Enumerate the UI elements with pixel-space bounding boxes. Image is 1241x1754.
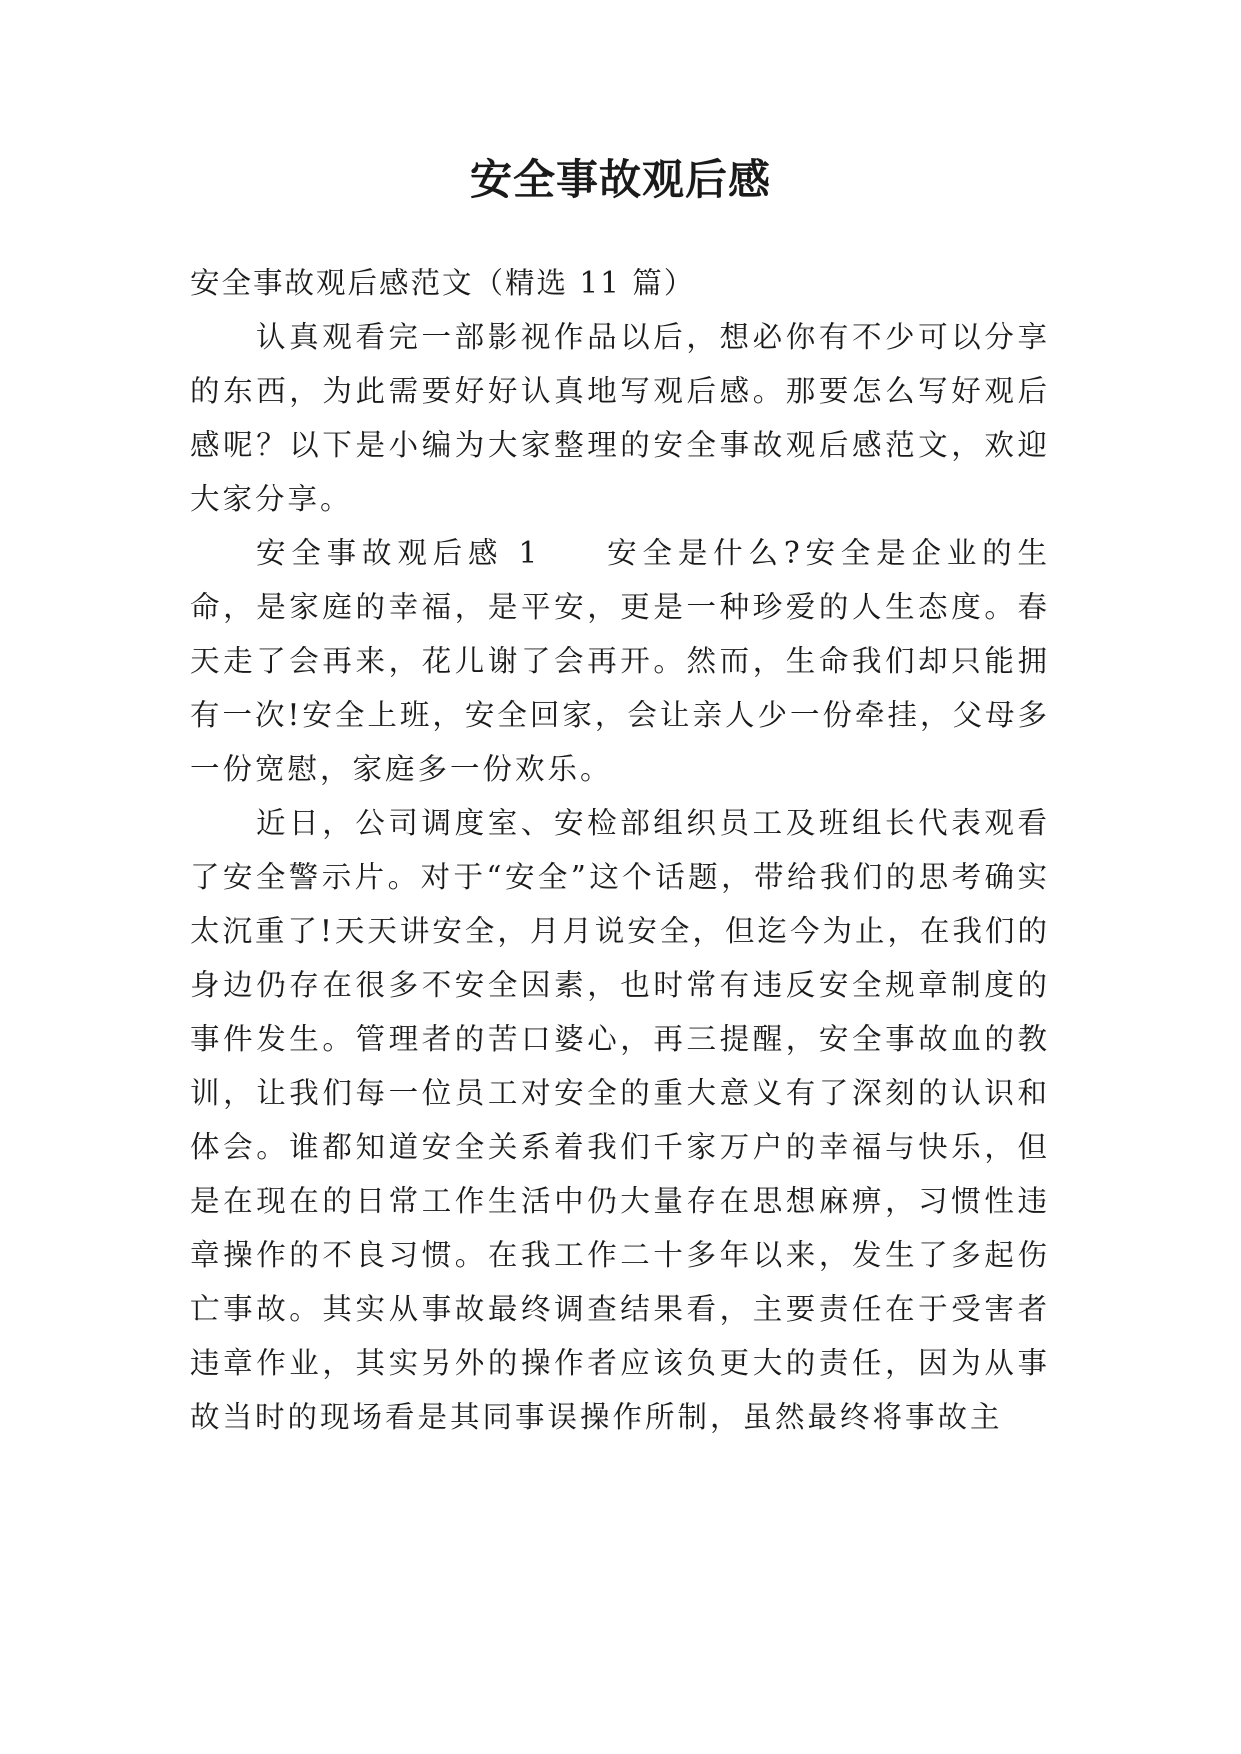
document-subtitle: 安全事故观后感范文（精选 11 篇） [190, 266, 696, 300]
intro-paragraph: 认真观看完一部影视作品以后，想必你有不少可以分享的东西，为此需要好好认真地写观后感。那要怎么写好观后感呢？以下是小编为大家整理的安全事故观后感范文，欢迎大家分享。 [190, 320, 1050, 516]
page-title: 安全事故观后感 [469, 155, 771, 204]
essay-1-paragraph-2: 近日，公司调度室、安检部组织员工及班组长代表观看了安全警示片。对于“安全”这个话题，带给我们的思考确实太沉重了!天天讲安全，月月说安全，但迄今为止，在我们的身边仍存在很多不安全因素，也时常有违反安全规章制度的事件发生。管理者的苦口婆心，再三提醒，安全事故血的教训，让我们每一位员工对安全的重大意义有了深刻的认识和体会。谁都知道安全关系着我们千家万户的幸福与快乐，但是在现在的日常工作生活中仍大量存在思想麻痹，习惯性违章操作的不良习惯。在我工作二十多年以来，发生了多起伤亡事故。其实从事故最终调查结果看，主要责任在于受害者违章作业，其实另外的操作者应该负更大的责任，因为从事故当时的现场看是其同事误操作所制，虽然最终将事故主 [190, 806, 1050, 1434]
essay-1-paragraph-1-text: 安全是什么?安全是企业的生命，是家庭的幸福，是平安，更是一种珍爱的人生态度。春天走了会再来，花儿谢了会再开。然而，生命我们却只能拥有一次!安全上班，安全回家，会让亲人少一份牵挂，父母多一份宽慰，家庭多一份欢乐。 [190, 536, 1050, 786]
essay-1-paragraph-1 [190, 526, 1050, 796]
essay-1-heading: 安全事故观后感 1 [256, 536, 541, 570]
document-body [190, 256, 1050, 1444]
